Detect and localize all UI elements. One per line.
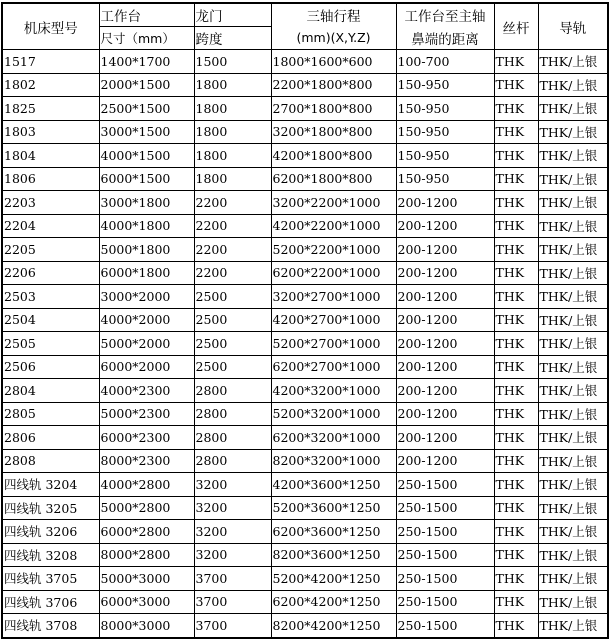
- cell-gantry-span: 2800: [194, 402, 271, 426]
- cell-table-size: 4000*2000: [99, 308, 194, 332]
- table-row: [2, 50, 608, 74]
- cell-gantry-span: 3700: [194, 590, 271, 614]
- cell-model: 2808: [2, 449, 99, 473]
- table-row: [2, 167, 608, 191]
- cell-spindle-distance: 200-1200: [396, 449, 494, 473]
- cell-model: 2204: [2, 214, 99, 238]
- cell-rail: THK/上银: [538, 308, 608, 332]
- table-row: [2, 120, 608, 144]
- cell-travel: 8200*4200*1250: [271, 614, 396, 638]
- cell-travel: 4200*2700*1000: [271, 308, 396, 332]
- header-distance-bottom: 鼻端的距离: [396, 27, 494, 50]
- cell-gantry-span: 2500: [194, 308, 271, 332]
- cell-rail: THK/上银: [538, 473, 608, 497]
- cell-table-size: 1400*1700: [99, 50, 194, 74]
- cell-model: 1806: [2, 167, 99, 191]
- header-table-top: 工作台: [99, 3, 194, 27]
- cell-screw: THK: [494, 473, 538, 497]
- cell-table-size: 3000*1800: [99, 191, 194, 215]
- cell-table-size: 5000*3000: [99, 567, 194, 591]
- table-row: [2, 73, 608, 97]
- cell-gantry-span: 1800: [194, 144, 271, 168]
- cell-travel: 3200*2700*1000: [271, 285, 396, 309]
- cell-model: 2206: [2, 261, 99, 285]
- header-travel-bottom: (mm)(X,Y.Z): [271, 27, 396, 50]
- cell-spindle-distance: 250-1500: [396, 543, 494, 567]
- cell-model: 四线轨 3705: [2, 567, 99, 591]
- cell-rail: THK/上银: [538, 496, 608, 520]
- cell-screw: THK: [494, 238, 538, 262]
- cell-travel: 6200*3600*1250: [271, 520, 396, 544]
- cell-travel: 4200*3600*1250: [271, 473, 396, 497]
- cell-model: 2806: [2, 426, 99, 450]
- cell-rail: THK/上银: [538, 426, 608, 450]
- cell-spindle-distance: 100-700: [396, 50, 494, 74]
- cell-screw: THK: [494, 144, 538, 168]
- header-distance-top: 工作台至主轴: [396, 3, 494, 27]
- table-row: [2, 614, 608, 638]
- cell-screw: THK: [494, 402, 538, 426]
- cell-travel: 5200*3600*1250: [271, 496, 396, 520]
- cell-spindle-distance: 200-1200: [396, 355, 494, 379]
- cell-screw: THK: [494, 308, 538, 332]
- cell-table-size: 2500*1500: [99, 97, 194, 121]
- table-row: [2, 97, 608, 121]
- cell-model: 1517: [2, 50, 99, 74]
- cell-rail: THK/上银: [538, 543, 608, 567]
- table-row: [2, 402, 608, 426]
- cell-table-size: 5000*2300: [99, 402, 194, 426]
- cell-screw: THK: [494, 543, 538, 567]
- cell-gantry-span: 3200: [194, 496, 271, 520]
- cell-gantry-span: 2800: [194, 449, 271, 473]
- cell-screw: THK: [494, 332, 538, 356]
- table-row: [2, 449, 608, 473]
- cell-rail: THK/上银: [538, 355, 608, 379]
- cell-table-size: 6000*2300: [99, 426, 194, 450]
- cell-spindle-distance: 200-1200: [396, 285, 494, 309]
- cell-gantry-span: 2200: [194, 238, 271, 262]
- header-travel-top: 三轴行程: [271, 3, 396, 27]
- cell-model: 四线轨 3208: [2, 543, 99, 567]
- table-row: [2, 261, 608, 285]
- cell-travel: 3200*2200*1000: [271, 191, 396, 215]
- header-gantry-top: 龙门: [194, 3, 271, 27]
- cell-table-size: 6000*2000: [99, 355, 194, 379]
- cell-rail: THK/上银: [538, 520, 608, 544]
- cell-rail: THK/上银: [538, 402, 608, 426]
- table-row: [2, 332, 608, 356]
- cell-model: 1803: [2, 120, 99, 144]
- cell-model: 1802: [2, 73, 99, 97]
- cell-travel: 8200*3200*1000: [271, 449, 396, 473]
- table-row: [2, 285, 608, 309]
- table-row: [2, 308, 608, 332]
- cell-spindle-distance: 150-950: [396, 73, 494, 97]
- cell-spindle-distance: 200-1200: [396, 238, 494, 262]
- cell-table-size: 4000*2800: [99, 473, 194, 497]
- cell-spindle-distance: 150-950: [396, 97, 494, 121]
- table-row: [2, 426, 608, 450]
- cell-table-size: 3000*1500: [99, 120, 194, 144]
- cell-rail: THK/上银: [538, 238, 608, 262]
- cell-screw: THK: [494, 355, 538, 379]
- cell-screw: THK: [494, 520, 538, 544]
- cell-model: 四线轨 3708: [2, 614, 99, 638]
- cell-rail: THK/上银: [538, 379, 608, 403]
- cell-spindle-distance: 200-1200: [396, 191, 494, 215]
- cell-table-size: 8000*3000: [99, 614, 194, 638]
- cell-screw: THK: [494, 120, 538, 144]
- cell-model: 2203: [2, 191, 99, 215]
- table-row: [2, 496, 608, 520]
- cell-table-size: 4000*2300: [99, 379, 194, 403]
- table-row: [2, 238, 608, 262]
- cell-travel: 6200*1800*800: [271, 167, 396, 191]
- cell-screw: THK: [494, 449, 538, 473]
- cell-travel: 6200*2200*1000: [271, 261, 396, 285]
- cell-rail: THK/上银: [538, 614, 608, 638]
- cell-rail: THK/上银: [538, 285, 608, 309]
- table-row: [2, 590, 608, 614]
- cell-table-size: 8000*2800: [99, 543, 194, 567]
- cell-spindle-distance: 150-950: [396, 167, 494, 191]
- cell-spindle-distance: 150-950: [396, 144, 494, 168]
- cell-gantry-span: 2200: [194, 261, 271, 285]
- table-row: [2, 191, 608, 215]
- cell-travel: 4200*1800*800: [271, 144, 396, 168]
- cell-model: 1825: [2, 97, 99, 121]
- cell-spindle-distance: 250-1500: [396, 614, 494, 638]
- cell-screw: THK: [494, 379, 538, 403]
- cell-gantry-span: 2800: [194, 379, 271, 403]
- header-rail: 导轨: [538, 3, 608, 50]
- cell-travel: 4200*2200*1000: [271, 214, 396, 238]
- cell-screw: THK: [494, 590, 538, 614]
- cell-spindle-distance: 200-1200: [396, 332, 494, 356]
- cell-table-size: 5000*2000: [99, 332, 194, 356]
- header-table-bottom: 尺寸（mm）: [99, 27, 194, 50]
- cell-screw: THK: [494, 191, 538, 215]
- cell-model: 四线轨 3706: [2, 590, 99, 614]
- cell-gantry-span: 2200: [194, 214, 271, 238]
- cell-travel: 6200*2700*1000: [271, 355, 396, 379]
- cell-rail: THK/上银: [538, 97, 608, 121]
- cell-table-size: 2000*1500: [99, 73, 194, 97]
- table-row: [2, 473, 608, 497]
- cell-gantry-span: 2500: [194, 355, 271, 379]
- cell-screw: THK: [494, 614, 538, 638]
- cell-model: 2805: [2, 402, 99, 426]
- cell-travel: 8200*3600*1250: [271, 543, 396, 567]
- cell-table-size: 5000*2800: [99, 496, 194, 520]
- cell-model: 2505: [2, 332, 99, 356]
- cell-table-size: 6000*1800: [99, 261, 194, 285]
- cell-rail: THK/上银: [538, 167, 608, 191]
- cell-rail: THK/上银: [538, 73, 608, 97]
- cell-gantry-span: 2200: [194, 191, 271, 215]
- cell-model: 1804: [2, 144, 99, 168]
- cell-gantry-span: 2500: [194, 332, 271, 356]
- cell-screw: THK: [494, 426, 538, 450]
- machine-spec-table: [1, 2, 609, 639]
- cell-table-size: 6000*2800: [99, 520, 194, 544]
- cell-table-size: 6000*1500: [99, 167, 194, 191]
- cell-spindle-distance: 200-1200: [396, 308, 494, 332]
- table-row: [2, 379, 608, 403]
- cell-gantry-span: 3200: [194, 473, 271, 497]
- cell-model: 2504: [2, 308, 99, 332]
- cell-travel: 5200*2200*1000: [271, 238, 396, 262]
- cell-table-size: 6000*3000: [99, 590, 194, 614]
- cell-gantry-span: 1800: [194, 120, 271, 144]
- cell-travel: 2700*1800*800: [271, 97, 396, 121]
- cell-rail: THK/上银: [538, 449, 608, 473]
- cell-model: 2503: [2, 285, 99, 309]
- header-screw: 丝杆: [494, 3, 538, 50]
- cell-spindle-distance: 250-1500: [396, 567, 494, 591]
- table-row: [2, 144, 608, 168]
- cell-rail: THK/上银: [538, 332, 608, 356]
- cell-travel: 1800*1600*600: [271, 50, 396, 74]
- cell-travel: 4200*3200*1000: [271, 379, 396, 403]
- cell-gantry-span: 1800: [194, 167, 271, 191]
- cell-gantry-span: 3700: [194, 614, 271, 638]
- cell-spindle-distance: 250-1500: [396, 520, 494, 544]
- cell-gantry-span: 1800: [194, 73, 271, 97]
- cell-gantry-span: 3200: [194, 520, 271, 544]
- cell-gantry-span: 2800: [194, 426, 271, 450]
- cell-table-size: 4000*1800: [99, 214, 194, 238]
- cell-screw: THK: [494, 97, 538, 121]
- cell-rail: THK/上银: [538, 590, 608, 614]
- cell-gantry-span: 2500: [194, 285, 271, 309]
- cell-travel: 2200*1800*800: [271, 73, 396, 97]
- cell-spindle-distance: 250-1500: [396, 496, 494, 520]
- cell-spindle-distance: 200-1200: [396, 426, 494, 450]
- cell-spindle-distance: 150-950: [396, 120, 494, 144]
- cell-travel: 6200*3200*1000: [271, 426, 396, 450]
- cell-model: 四线轨 3206: [2, 520, 99, 544]
- cell-spindle-distance: 200-1200: [396, 261, 494, 285]
- cell-rail: THK/上银: [538, 191, 608, 215]
- cell-gantry-span: 1500: [194, 50, 271, 74]
- cell-spindle-distance: 200-1200: [396, 214, 494, 238]
- cell-rail: THK/上银: [538, 120, 608, 144]
- cell-gantry-span: 3200: [194, 543, 271, 567]
- cell-spindle-distance: 250-1500: [396, 590, 494, 614]
- cell-gantry-span: 1800: [194, 97, 271, 121]
- cell-rail: THK/上银: [538, 261, 608, 285]
- cell-model: 四线轨 3204: [2, 473, 99, 497]
- cell-screw: THK: [494, 50, 538, 74]
- table-body: [2, 50, 608, 638]
- cell-table-size: 8000*2300: [99, 449, 194, 473]
- cell-rail: THK/上银: [538, 214, 608, 238]
- cell-model: 2205: [2, 238, 99, 262]
- cell-gantry-span: 3700: [194, 567, 271, 591]
- cell-screw: THK: [494, 496, 538, 520]
- table-row: [2, 520, 608, 544]
- cell-rail: THK/上银: [538, 50, 608, 74]
- cell-travel: 6200*4200*1250: [271, 590, 396, 614]
- table-row: [2, 543, 608, 567]
- cell-travel: 5200*4200*1250: [271, 567, 396, 591]
- cell-model: 2804: [2, 379, 99, 403]
- cell-table-size: 4000*1500: [99, 144, 194, 168]
- cell-table-size: 3000*2000: [99, 285, 194, 309]
- cell-rail: THK/上银: [538, 144, 608, 168]
- cell-model: 2506: [2, 355, 99, 379]
- cell-table-size: 5000*1800: [99, 238, 194, 262]
- cell-spindle-distance: 250-1500: [396, 473, 494, 497]
- cell-screw: THK: [494, 261, 538, 285]
- cell-travel: 5200*3200*1000: [271, 402, 396, 426]
- cell-travel: 3200*1800*800: [271, 120, 396, 144]
- cell-screw: THK: [494, 214, 538, 238]
- cell-spindle-distance: 200-1200: [396, 402, 494, 426]
- table-row: [2, 214, 608, 238]
- cell-screw: THK: [494, 167, 538, 191]
- cell-model: 四线轨 3205: [2, 496, 99, 520]
- header-model: 机床型号: [2, 3, 99, 50]
- cell-spindle-distance: 200-1200: [396, 379, 494, 403]
- cell-screw: THK: [494, 285, 538, 309]
- table-row: [2, 355, 608, 379]
- cell-rail: THK/上银: [538, 567, 608, 591]
- header-row-1: [2, 3, 608, 27]
- cell-screw: THK: [494, 73, 538, 97]
- header-gantry-bottom: 跨度: [194, 27, 271, 50]
- cell-screw: THK: [494, 567, 538, 591]
- table-row: [2, 567, 608, 591]
- cell-travel: 5200*2700*1000: [271, 332, 396, 356]
